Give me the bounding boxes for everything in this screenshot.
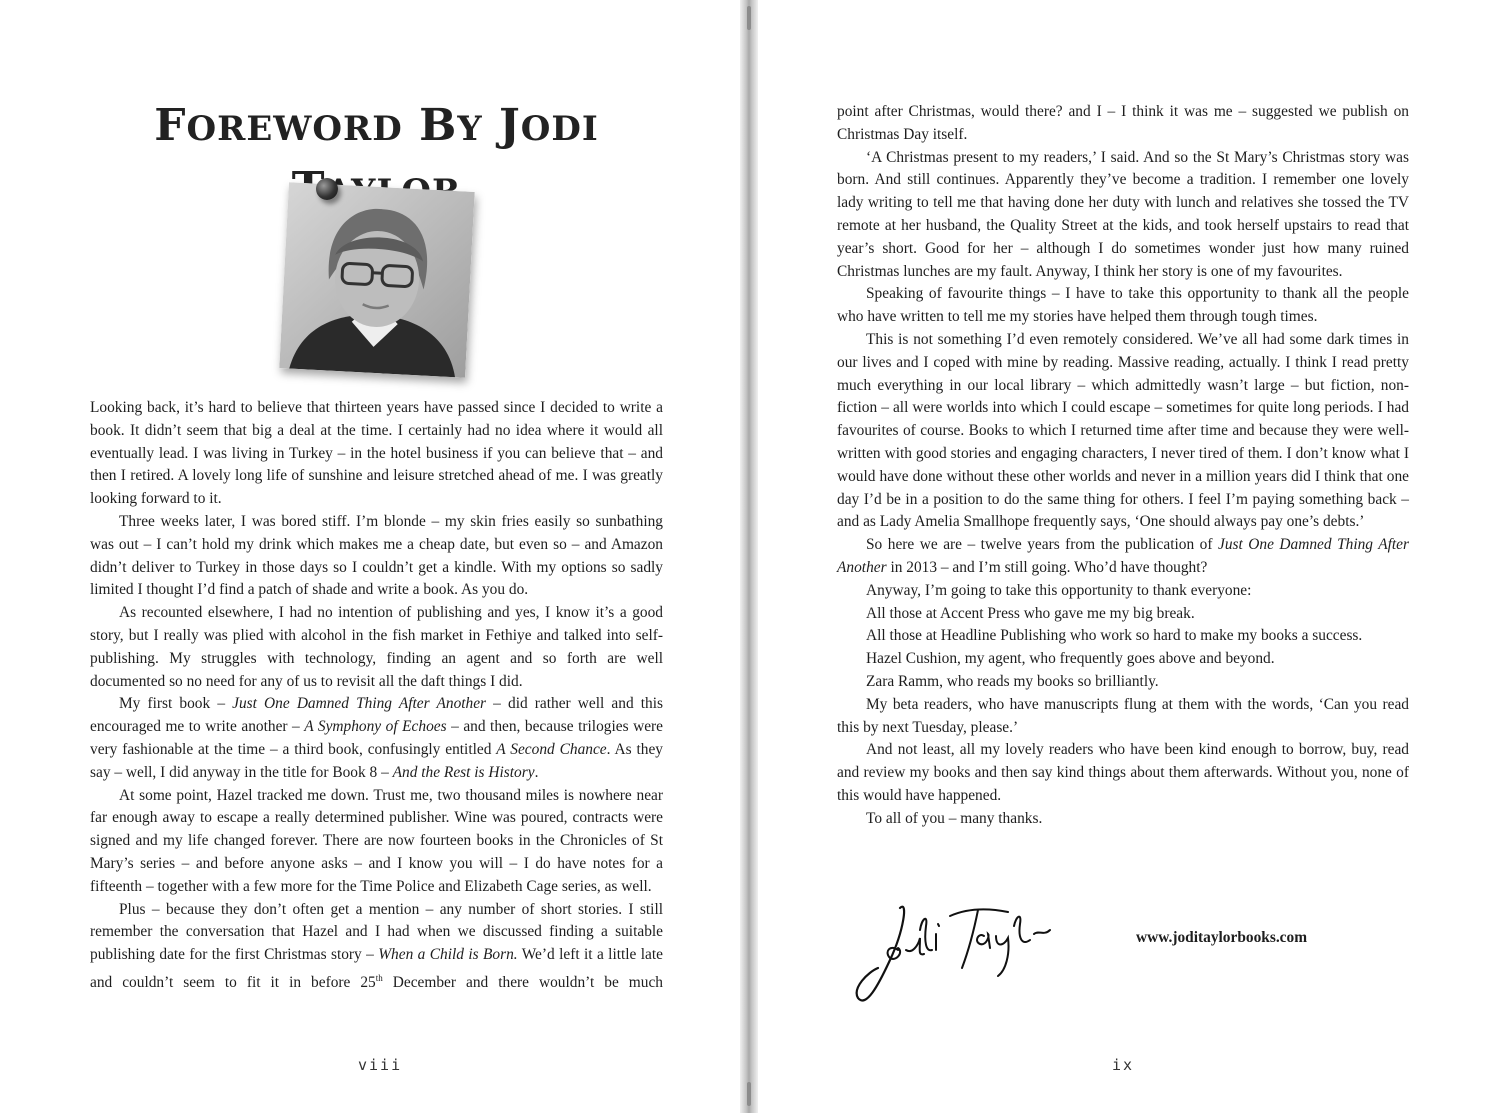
paragraph: My first book – Just One Damned Thing After Another – did rather well and this encouraged me to write another – A Symphony of Echoes – and then, because trilogies were very fashionable at the time – a third book, confusingly entitled A Second Chance. As they say – well, I did anyway in the title for Book 8 – And the Rest is History. bbox=[90, 695, 663, 781]
story-title: When a Child is Born. bbox=[378, 946, 518, 964]
page-number: ix bbox=[1112, 1056, 1135, 1074]
paragraph: To all of you – many thanks. bbox=[866, 809, 1043, 827]
paragraph: Plus – because they don’t often get a mention – any number of short stories. I still remember the conversation that Hazel and I had when we discussed finding a suitable publishing date for the first Christmas story – When a Child is Born. We’d left it a little late and couldn’t seem to fit it in before 25th December and there wouldn’t be much bbox=[90, 900, 664, 992]
book-title: Just One Damned Thing After Another bbox=[232, 695, 487, 713]
book-title: Just One Damned Thing After Another bbox=[837, 536, 1409, 576]
paragraph: Hazel Cushion, my agent, who frequently goes above and beyond. bbox=[866, 650, 1275, 668]
foreword-body-right bbox=[837, 101, 1409, 831]
paragraph: All those at Accent Press who gave me my big break. bbox=[866, 604, 1195, 622]
spine-mark bbox=[747, 1082, 751, 1106]
page-title: FOREWORD BY JODI bbox=[154, 100, 599, 151]
paragraph: All those at Headline Publishing who work so hard to make my books a success. bbox=[866, 627, 1363, 645]
paragraph: Zara Ramm, who reads my books so brilliantly. bbox=[866, 672, 1159, 690]
book-title: A Symphony of Echoes bbox=[304, 718, 447, 736]
paragraph: Speaking of favourite things – I have to take this opportunity to thank all the people who have written to tell me my stories have helped them through tough times. bbox=[837, 285, 1409, 326]
paragraph: point after Christmas, would there? and I – I think it was me – suggested we publish on Christmas Day itself. bbox=[837, 103, 1409, 143]
paragraph: Three weeks later, I was bored stiff. I’m blonde – my skin fries easily so sunbathing was out – I can’t hold my drink which makes me a cheap date, but even so – and Amazon didn’t deliver to Turkey in those days so I couldn’t get a kindle. With my options so sadly limited I thought I’d find a patch of shade and write a book. As you do. bbox=[90, 512, 663, 599]
paragraph: ‘A Christmas present to my readers,’ I said. And so the St Mary’s Christmas story was born. And still continues. Apparently they’ve become a tradition. I remember one lovely lady writing to tell me that having done her duty with lunch and relatives she tossed the TV remote at her husband, the Quality Street at the kids, and took herself upstairs to read that year’s short. Good for her – although I do sometimes wonder just how many ruined Christmas lunches are my fault. Anyway, I think her story is one of my favourites. bbox=[837, 148, 1409, 280]
paragraph: Anyway, I’m going to take this opportunity to thank everyone: bbox=[866, 581, 1252, 599]
spine-mark bbox=[747, 6, 751, 30]
book-title: A Second Chance bbox=[496, 740, 607, 758]
paragraph: And not least, all my lovely readers who have been kind enough to borrow, buy, read and review my books and then say kind things about them afterwards. Without you, none of this would have happened. bbox=[837, 741, 1409, 804]
page-number: viii bbox=[358, 1056, 403, 1074]
paragraph: So here we are – twelve years from the publication of Just One Damned Thing After Another in 2013 – and I’m still going. Who’d have thought? bbox=[837, 536, 1409, 576]
pushpin-icon bbox=[316, 178, 338, 200]
book-spine bbox=[740, 0, 758, 1113]
book-title: And the Rest is History bbox=[392, 763, 535, 781]
paragraph: My beta readers, who have manuscripts flung at them with the words, ‘Can you read this by next Tuesday, please.’ bbox=[837, 695, 1409, 736]
paragraph: As recounted elsewhere, I had no intention of publishing and yes, I know it’s a good story, but I really was plied with alcohol in the fish market in Fethiye and talked into self-publishing. My struggles with technology, finding an agent and so forth are well documented so no need for any of us to revisit all the daft things I did. bbox=[90, 604, 663, 690]
paragraph: At some point, Hazel tracked me down. Trust me, two thousand miles is nowhere near far enough away to escape a really determined publisher. Wine was poured, contracts were signed and my life changed forever. There are now fourteen books in the Chronicles of St Mary’s series – and before anyone asks – and I know you will – I do have notes for a fifteenth – together with a few more for the Time Police and Elizabeth Cage series, as well. bbox=[90, 786, 663, 895]
foreword-body-left bbox=[90, 397, 663, 995]
website-link[interactable]: www.joditaylorbooks.com bbox=[1136, 929, 1308, 946]
author-photo bbox=[279, 182, 474, 377]
paragraph: This is not something I’d even remotely considered. We’ve all had some dark times in our lives and I coped with mine by reading. Massive reading, actually. I think I read pretty much everything in our local library – which admittedly wasn’t large – but fiction, non-fiction – all were worlds into which I could escape – sometimes for quite long periods. I had favourites of course. Books to which I returned time after time and because they were well-written with good stories and engaging characters, I never tired of them. I don’t know what I would have done without these other worlds and never in a million years did I think that one day I’d be in a position to do the same thing for others. I feel I’m paying something back – and as Lady Amelia Smallhope frequently says, ‘One should always pay one’s debts.’ bbox=[837, 330, 1409, 531]
signature bbox=[838, 890, 1058, 1015]
author-photo-icon bbox=[279, 182, 474, 377]
paragraph: Looking back, it’s hard to believe that thirteen years have passed since I decided to write a book. It didn’t seem that big a deal at the time. I certainly had no idea where it would all eventually lead. I was living in Turkey – in the hotel business if you can believe that – and then I retired. A lovely long life of sunshine and leisure stretched ahead of me. I was greatly looking forward to it. bbox=[90, 399, 663, 508]
left-page bbox=[0, 0, 740, 1113]
